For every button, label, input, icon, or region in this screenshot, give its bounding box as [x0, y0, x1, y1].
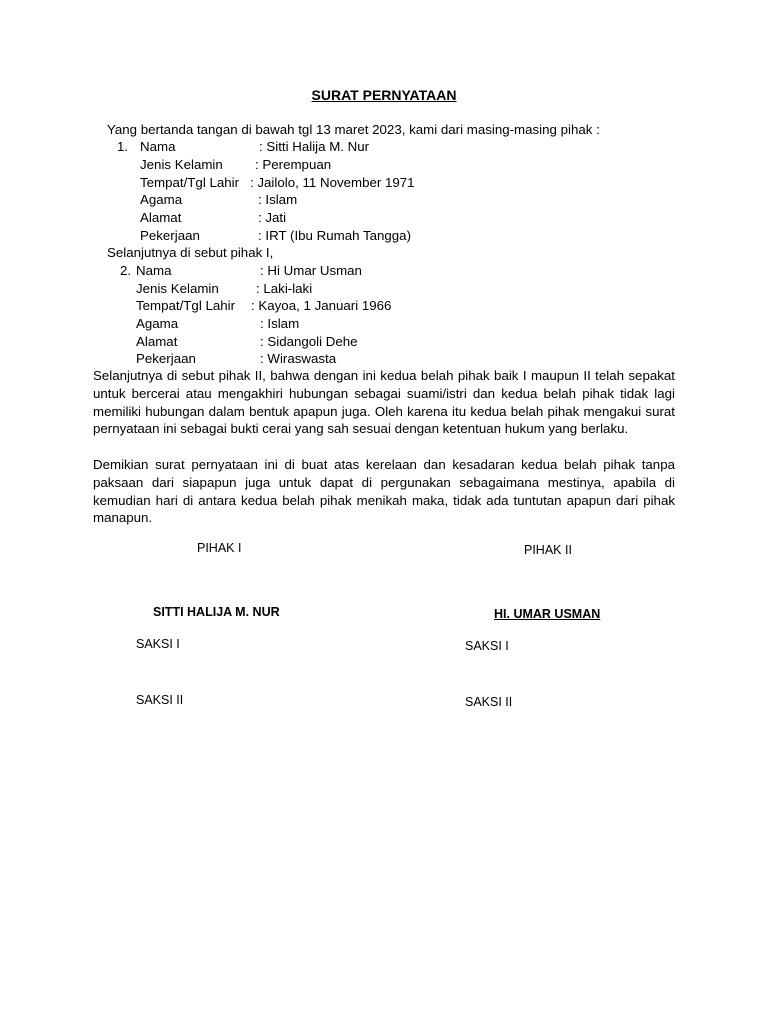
- party2-label-religion: Agama: [136, 316, 179, 331]
- party1-witness-1: SAKSI I: [136, 637, 180, 651]
- party1-value-address: : Jati: [258, 210, 287, 225]
- statement-paragraph: Selanjutnya di sebut pihak II, bahwa dengan ini kedua belah pihak baik I maupun II telah sepakat untuk bercerai atau mengakhiri hubungan sebagai suami/istri dan kedua belah pihak tidak lagi memiliki hubungan dalam bentuk apapun juga. Oleh karena itu kedua belah pihak mengakui surat pernyataan ini sebagai bukti cerai yang sah sesuai dengan ketentuan hukum yang berlaku.: [93, 368, 675, 437]
- party1-label-job: Pekerjaan: [140, 228, 200, 243]
- party2-value-gender: : Laki-laki: [256, 281, 313, 296]
- party2-label-birth: Tempat/Tgl Lahir: [136, 298, 236, 313]
- party2-label-job: Pekerjaan: [136, 351, 196, 366]
- party1-witness-2: SAKSI II: [136, 693, 184, 707]
- party2-witness-2: SAKSI II: [465, 695, 513, 709]
- party2-label-address: Alamat: [136, 334, 178, 349]
- party1-value-birth: : Jailolo, 11 November 1971: [250, 175, 415, 190]
- party2-number: 2.: [120, 263, 132, 278]
- party1-heading: PIHAK I: [197, 541, 242, 555]
- party1-number: 1.: [117, 139, 129, 154]
- party1-label-address: Alamat: [140, 210, 182, 225]
- party2-value-name: : Hi Umar Usman: [260, 263, 362, 278]
- party2-signature-name: HI. UMAR USMAN: [494, 607, 601, 621]
- party2-value-address: : Sidangoli Dehe: [260, 334, 358, 349]
- party2-label-gender: Jenis Kelamin: [136, 281, 219, 296]
- party1-value-job: : IRT (Ibu Rumah Tangga): [258, 228, 411, 243]
- closing-paragraph: Demikian surat pernyataan ini di buat atas kerelaan dan kesadaran kedua belah pihak tanpa paksaan dari siapapun juga untuk dapat di pergunakan sebagaimana mestinya, apabila di kemudian hari di antara kedua belah pihak menikah maka, tidak ada tuntutan apapun dari pihak manapun.: [93, 457, 675, 526]
- party2-label-name: Nama: [136, 263, 172, 278]
- intro-text: Yang bertanda tangan di bawah tgl 13 maret 2023, kami dari masing-masing pihak :: [107, 122, 600, 137]
- party1-closing: Selanjutnya di sebut pihak I,: [107, 245, 274, 260]
- party1-label-religion: Agama: [140, 192, 183, 207]
- party1-label-name: Nama: [140, 139, 176, 154]
- party1-label-birth: Tempat/Tgl Lahir: [140, 175, 240, 190]
- party2-heading: PIHAK II: [524, 543, 572, 557]
- party1-value-name: : Sitti Halija M. Nur: [259, 139, 370, 154]
- party1-value-gender: : Perempuan: [255, 157, 332, 172]
- party2-value-religion: : Islam: [260, 316, 300, 331]
- party2-value-job: : Wiraswasta: [260, 351, 337, 366]
- party2-value-birth: : Kayoa, 1 Januari 1966: [251, 298, 392, 313]
- document-title: SURAT PERNYATAAN: [311, 87, 457, 103]
- party1-value-religion: : Islam: [258, 192, 298, 207]
- party1-signature-name: SITTI HALIJA M. NUR: [153, 605, 280, 619]
- party2-witness-1: SAKSI I: [465, 639, 509, 653]
- party1-label-gender: Jenis Kelamin: [140, 157, 223, 172]
